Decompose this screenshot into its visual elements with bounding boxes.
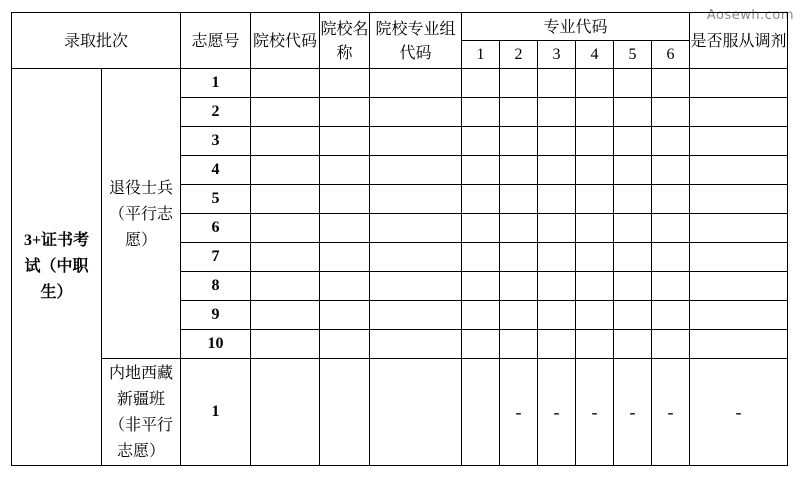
major-code-cell[interactable]: - xyxy=(576,359,614,466)
header-major-code: 专业代码 xyxy=(462,13,690,41)
group-code-cell[interactable] xyxy=(370,98,462,127)
adjust-cell[interactable] xyxy=(690,243,788,272)
major-code-cell[interactable] xyxy=(538,330,576,359)
major-code-cell[interactable] xyxy=(538,301,576,330)
wish-number-cell: 8 xyxy=(181,272,251,301)
major-code-cell[interactable] xyxy=(538,185,576,214)
group-label-cell: 内地西藏新疆班（非平行志愿） xyxy=(102,359,181,466)
major-col-header: 4 xyxy=(576,41,614,69)
adjust-cell[interactable] xyxy=(690,156,788,185)
major-code-cell[interactable] xyxy=(462,127,500,156)
school-code-cell[interactable] xyxy=(251,127,320,156)
major-code-cell[interactable] xyxy=(614,330,652,359)
major-code-cell[interactable]: - xyxy=(538,359,576,466)
batch-cell: 3+证书考试（中职生） xyxy=(12,69,102,466)
header-wish-no: 志愿号 xyxy=(181,13,251,69)
group-code-cell[interactable] xyxy=(370,301,462,330)
major-code-cell[interactable] xyxy=(652,243,690,272)
major-code-cell[interactable] xyxy=(576,214,614,243)
school-code-cell[interactable] xyxy=(251,330,320,359)
major-code-cell[interactable] xyxy=(652,98,690,127)
adjust-cell[interactable]: - xyxy=(690,359,788,466)
school-code-cell[interactable] xyxy=(251,272,320,301)
major-code-cell[interactable] xyxy=(500,214,538,243)
adjust-cell[interactable] xyxy=(690,127,788,156)
wish-number-cell: 1 xyxy=(181,69,251,98)
watermark: Aosewh.com xyxy=(706,8,794,23)
major-code-cell[interactable] xyxy=(500,243,538,272)
major-code-cell[interactable] xyxy=(614,185,652,214)
group-code-cell[interactable] xyxy=(370,272,462,301)
major-code-cell[interactable] xyxy=(462,243,500,272)
major-code-cell[interactable] xyxy=(614,272,652,301)
major-code-cell[interactable] xyxy=(652,272,690,301)
group-code-cell[interactable] xyxy=(370,69,462,98)
wish-number-cell: 2 xyxy=(181,98,251,127)
major-code-cell[interactable] xyxy=(500,185,538,214)
header-adjust: 是否服从调剂 xyxy=(690,13,788,69)
school-name-cell[interactable] xyxy=(320,214,370,243)
major-code-cell[interactable] xyxy=(614,98,652,127)
group-code-cell[interactable] xyxy=(370,185,462,214)
major-code-cell[interactable] xyxy=(576,127,614,156)
major-code-cell[interactable] xyxy=(614,301,652,330)
major-code-cell[interactable] xyxy=(614,243,652,272)
group-code-cell[interactable] xyxy=(370,127,462,156)
major-code-cell[interactable] xyxy=(538,272,576,301)
major-code-cell[interactable] xyxy=(614,127,652,156)
school-code-cell[interactable] xyxy=(251,98,320,127)
major-col-header: 5 xyxy=(614,41,652,69)
school-name-cell[interactable] xyxy=(320,98,370,127)
major-code-cell[interactable] xyxy=(462,214,500,243)
major-code-cell[interactable] xyxy=(500,69,538,98)
school-code-cell[interactable] xyxy=(251,69,320,98)
school-name-cell[interactable] xyxy=(320,243,370,272)
major-code-cell[interactable] xyxy=(576,156,614,185)
major-code-cell[interactable] xyxy=(500,301,538,330)
group-code-cell[interactable] xyxy=(370,243,462,272)
major-code-cell[interactable] xyxy=(652,214,690,243)
school-name-cell[interactable] xyxy=(320,359,370,466)
header-batch: 录取批次 xyxy=(12,13,181,69)
major-code-cell[interactable] xyxy=(462,359,500,466)
major-code-cell[interactable] xyxy=(500,330,538,359)
school-code-cell[interactable] xyxy=(251,301,320,330)
major-code-cell[interactable] xyxy=(652,69,690,98)
header-school-code: 院校代码 xyxy=(251,13,320,69)
major-code-cell[interactable] xyxy=(652,301,690,330)
major-col-header: 3 xyxy=(538,41,576,69)
adjust-cell[interactable] xyxy=(690,272,788,301)
school-name-cell[interactable] xyxy=(320,156,370,185)
major-code-cell[interactable] xyxy=(500,156,538,185)
major-code-cell[interactable] xyxy=(462,156,500,185)
table-row xyxy=(12,359,788,466)
group-code-cell[interactable] xyxy=(370,156,462,185)
wish-number-cell: 1 xyxy=(181,359,251,466)
major-code-cell[interactable] xyxy=(462,185,500,214)
major-code-cell[interactable] xyxy=(576,69,614,98)
group-label-cell: 退役士兵（平行志愿） xyxy=(102,69,181,359)
major-col-header: 1 xyxy=(462,41,500,69)
major-code-cell[interactable] xyxy=(500,98,538,127)
school-code-cell[interactable] xyxy=(251,359,320,466)
school-name-cell[interactable] xyxy=(320,127,370,156)
major-code-cell[interactable] xyxy=(462,69,500,98)
adjust-cell[interactable] xyxy=(690,98,788,127)
major-code-cell[interactable]: - xyxy=(500,359,538,466)
adjust-cell[interactable] xyxy=(690,214,788,243)
school-code-cell[interactable] xyxy=(251,185,320,214)
wish-number-cell: 10 xyxy=(181,330,251,359)
major-code-cell[interactable] xyxy=(500,272,538,301)
header-group-code: 院校专业组代码 xyxy=(370,13,462,69)
major-code-cell[interactable] xyxy=(462,330,500,359)
wish-number-cell: 3 xyxy=(181,127,251,156)
major-code-cell[interactable] xyxy=(462,272,500,301)
group-code-cell[interactable] xyxy=(370,330,462,359)
major-code-cell[interactable] xyxy=(462,301,500,330)
major-code-cell[interactable]: - xyxy=(652,359,690,466)
wish-number-cell: 9 xyxy=(181,301,251,330)
school-name-cell[interactable] xyxy=(320,69,370,98)
major-code-cell[interactable] xyxy=(614,69,652,98)
major-code-cell[interactable] xyxy=(652,156,690,185)
school-name-cell[interactable] xyxy=(320,330,370,359)
school-code-cell[interactable] xyxy=(251,214,320,243)
major-code-cell[interactable] xyxy=(538,243,576,272)
adjust-cell[interactable] xyxy=(690,69,788,98)
major-code-cell[interactable] xyxy=(614,156,652,185)
major-code-cell[interactable] xyxy=(576,301,614,330)
major-code-cell[interactable] xyxy=(576,272,614,301)
table-row xyxy=(12,69,788,98)
header-school-name: 院校名称 xyxy=(320,13,370,69)
major-code-cell[interactable] xyxy=(652,185,690,214)
adjust-cell[interactable] xyxy=(690,301,788,330)
group-code-cell[interactable] xyxy=(370,359,462,466)
major-code-cell[interactable] xyxy=(652,330,690,359)
wish-number-cell: 4 xyxy=(181,156,251,185)
school-name-cell[interactable] xyxy=(320,185,370,214)
volunteer-form-table xyxy=(11,12,788,466)
adjust-cell[interactable] xyxy=(690,330,788,359)
major-code-cell[interactable] xyxy=(538,98,576,127)
major-code-cell[interactable] xyxy=(576,330,614,359)
major-code-cell[interactable] xyxy=(576,185,614,214)
major-code-cell[interactable] xyxy=(538,156,576,185)
wish-number-cell: 7 xyxy=(181,243,251,272)
school-code-cell[interactable] xyxy=(251,156,320,185)
major-code-cell[interactable] xyxy=(538,127,576,156)
adjust-cell[interactable] xyxy=(690,185,788,214)
major-code-cell[interactable] xyxy=(614,214,652,243)
school-code-cell[interactable] xyxy=(251,243,320,272)
major-col-header: 2 xyxy=(500,41,538,69)
school-name-cell[interactable] xyxy=(320,301,370,330)
major-code-cell[interactable] xyxy=(576,98,614,127)
wish-number-cell: 6 xyxy=(181,214,251,243)
major-code-cell[interactable] xyxy=(462,98,500,127)
major-code-cell[interactable] xyxy=(538,69,576,98)
major-code-cell[interactable] xyxy=(538,214,576,243)
major-code-cell[interactable] xyxy=(500,127,538,156)
wish-number-cell: 5 xyxy=(181,185,251,214)
major-col-header: 6 xyxy=(652,41,690,69)
group-code-cell[interactable] xyxy=(370,214,462,243)
major-code-cell[interactable]: - xyxy=(614,359,652,466)
major-code-cell[interactable] xyxy=(576,243,614,272)
major-code-cell[interactable] xyxy=(652,127,690,156)
school-name-cell[interactable] xyxy=(320,272,370,301)
